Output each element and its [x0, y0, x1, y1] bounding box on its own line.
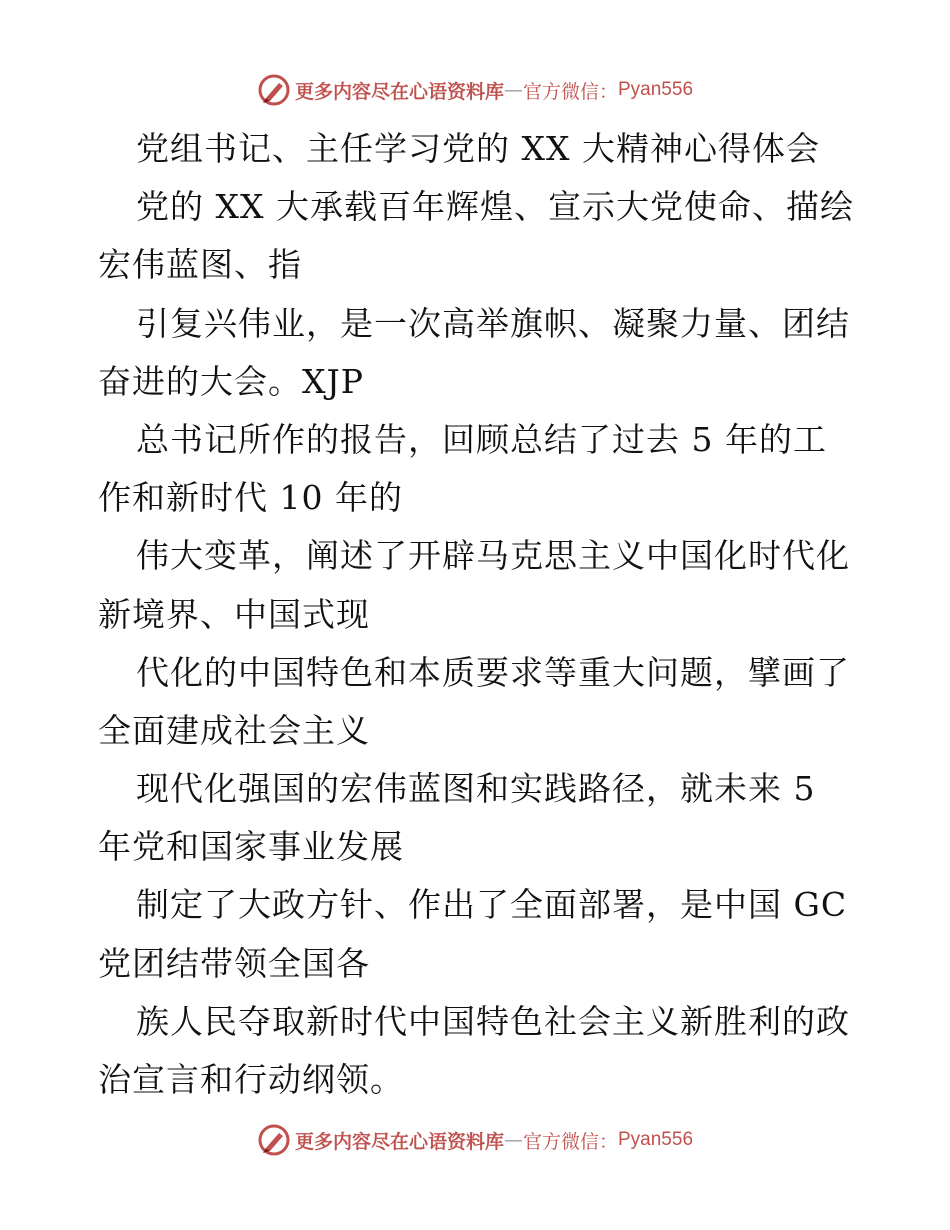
text-line: 总书记所作的报告，回顾总结了过去 5 年的工 — [136, 419, 827, 459]
text-line: 奋进的大会。XJP — [98, 361, 364, 401]
text-line: 族人民夺取新时代中国特色社会主义新胜利的政 — [136, 1001, 850, 1041]
banner-dash: — — [503, 1129, 523, 1151]
text-line: 现代化强国的宏伟蓝图和实践路径，就未来 5 — [136, 769, 816, 809]
banner-text: 更多内容尽在心语资料库 — [294, 80, 504, 103]
footer-banner — [0, 1120, 950, 1160]
text-line: 引复兴伟业，是一次高举旗帜、凝聚力量、团结 — [136, 303, 850, 343]
pen-logo-icon — [257, 73, 291, 107]
banner-wechat-label: 官方微信： — [522, 80, 618, 103]
text-line: 年党和国家事业发展 — [98, 827, 404, 867]
pen-logo-icon — [257, 1123, 291, 1157]
banner-text: 更多内容尽在心语资料库 — [294, 1130, 504, 1153]
text-line: 党的 XX 大承载百年辉煌、宣示大党使命、描绘 — [136, 187, 854, 227]
banner-wechat-label: 官方微信： — [522, 1130, 618, 1153]
banner-wechat-id: Pyan556 — [618, 1129, 694, 1150]
text-line: 宏伟蓝图、指 — [98, 245, 302, 285]
document-body — [98, 120, 858, 1109]
text-line: 治宣言和行动纲领。 — [98, 1060, 404, 1099]
header-banner — [0, 70, 950, 110]
banner-dash: — — [503, 79, 523, 101]
text-line: 伟大变革，阐述了开辟马克思主义中国化时代化 — [136, 536, 850, 576]
text-line: 新境界、中国式现 — [98, 594, 370, 634]
text-line: 代化的中国特色和本质要求等重大问题，擘画了 — [136, 652, 850, 692]
banner-wechat-id: Pyan556 — [618, 79, 694, 100]
document-title: 党组书记、主任学习党的 XX 大精神心得体会 — [136, 129, 820, 168]
text-line: 全面建成社会主义 — [98, 710, 370, 750]
text-line: 党团结带领全国各 — [98, 943, 370, 983]
text-line: 制定了大政方针、作出了全面部署，是中国 GC — [136, 885, 848, 925]
text-line: 作和新时代 10 年的 — [98, 478, 403, 518]
